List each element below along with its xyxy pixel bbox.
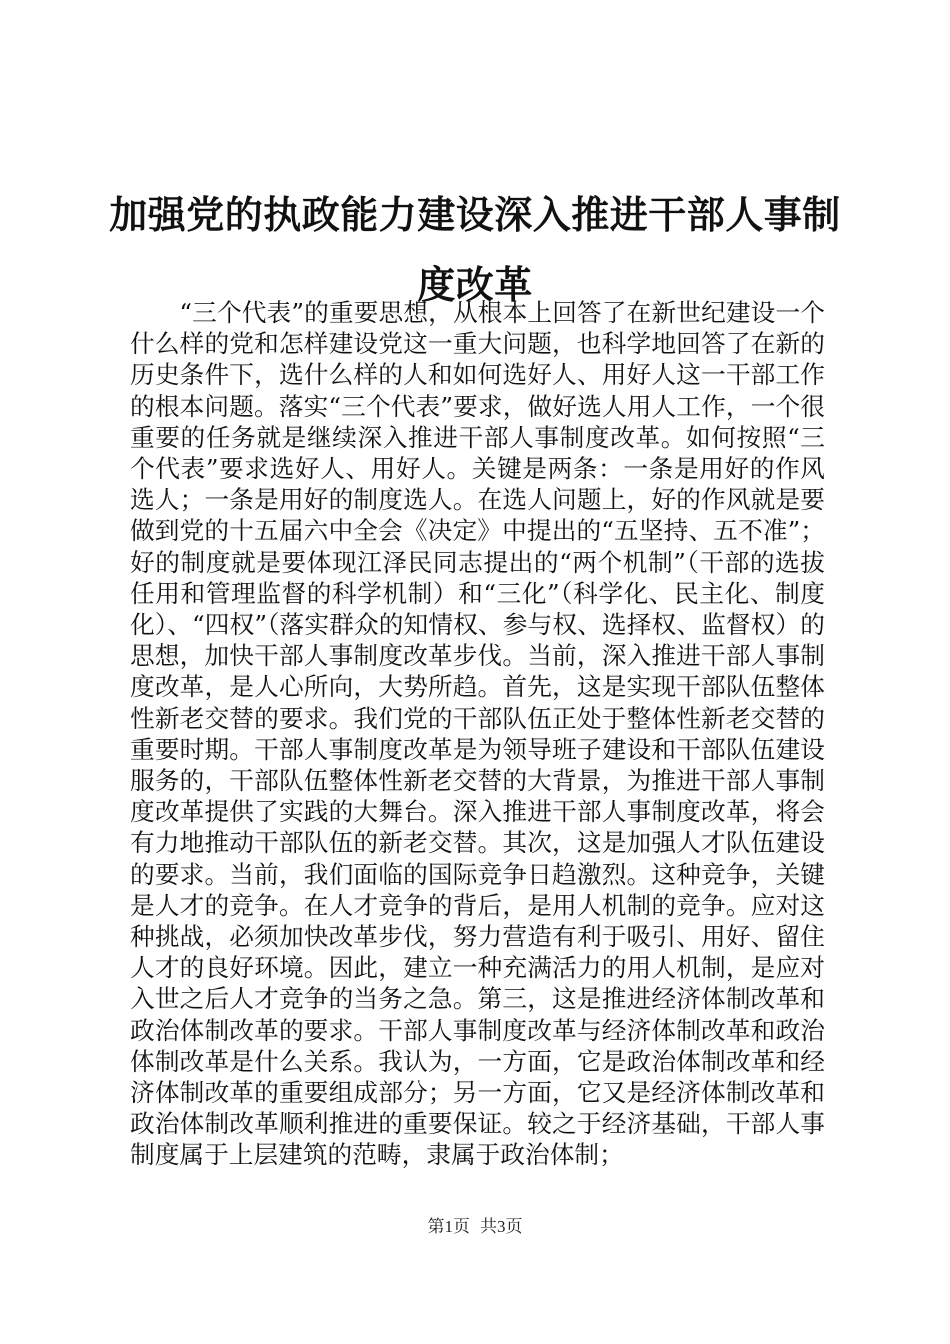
- page-number: 第1页: [427, 1217, 470, 1236]
- body-paragraph: “三个代表”的重要思想，从根本上回答了在新世纪建设一个什么样的党和怎样建设党这一重大问题，也科学地回答了在新的历史条件下，选什么样的人和如何选好人、用好人这一干部工作的根本问题。落实“三个代表”要求，做好选人用人工作，一个很重要的任务就是继续深入推进干部人事制度改革。如何按照“三个代表”要求选好人、用好人。关键是两条：一条是用好的作风选人；一条是用好的制度选人。在选人问题上，好的作风就是要做到党的十五届六中全会《决定》中提出的“五坚持、五不准”；好的制度就是要体现江泽民同志提出的“两个机制”（干部的选拔任用和管理监督的科学机制）和“三化”（科学化、民主化、制度化）、“四权”（落实群众的知情权、参与权、选择权、监督权）的思想，加快干部人事制度改革步伐。当前，深入推进干部人事制度改革，是人心所向，大势所趋。首先，这是实现干部队伍整体性新老交替的要求。我们党的干部队伍正处于整体性新老交替的重要时期。干部人事制度改革是为领导班子建设和干部队伍建设服务的，干部队伍整体性新老交替的大背景，为推进干部人事制度改革提供了实践的大舞台。深入推进干部人事制度改革，将会有力地推动干部队伍的新老交替。其次，这是加强人才队伍建设的要求。当前，我们面临的国际竞争日趋激烈。这种竞争，关键是人才的竞争。在人才竞争的背后，是用人机制的竞争。应对这种挑战，必须加快改革步伐，努力营造有利于吸引、用好、留住人才的良好环境。因此，建立一种充满活力的用人机制，是应对入世之后人才竞争的当务之急。第三，这是推进经济体制改革和政治体制改革的要求。干部人事制度改革与经济体制改革和政治体制改革是什么关系。我认为，一方面，它是政治体制改革和经济体制改革的重要组成部分；另一方面，它又是经济体制改革和政治体制改革顺利推进的重要保证。较之于经济基础，干部人事制度属于上层建筑的范畴，隶属于政治体制；: [130, 298, 825, 1170]
- page-footer: [0, 1216, 950, 1238]
- page-total: 共3页: [480, 1217, 523, 1236]
- document-title: 加强党的执政能力建设深入推进干部人事制度改革: [109, 192, 841, 307]
